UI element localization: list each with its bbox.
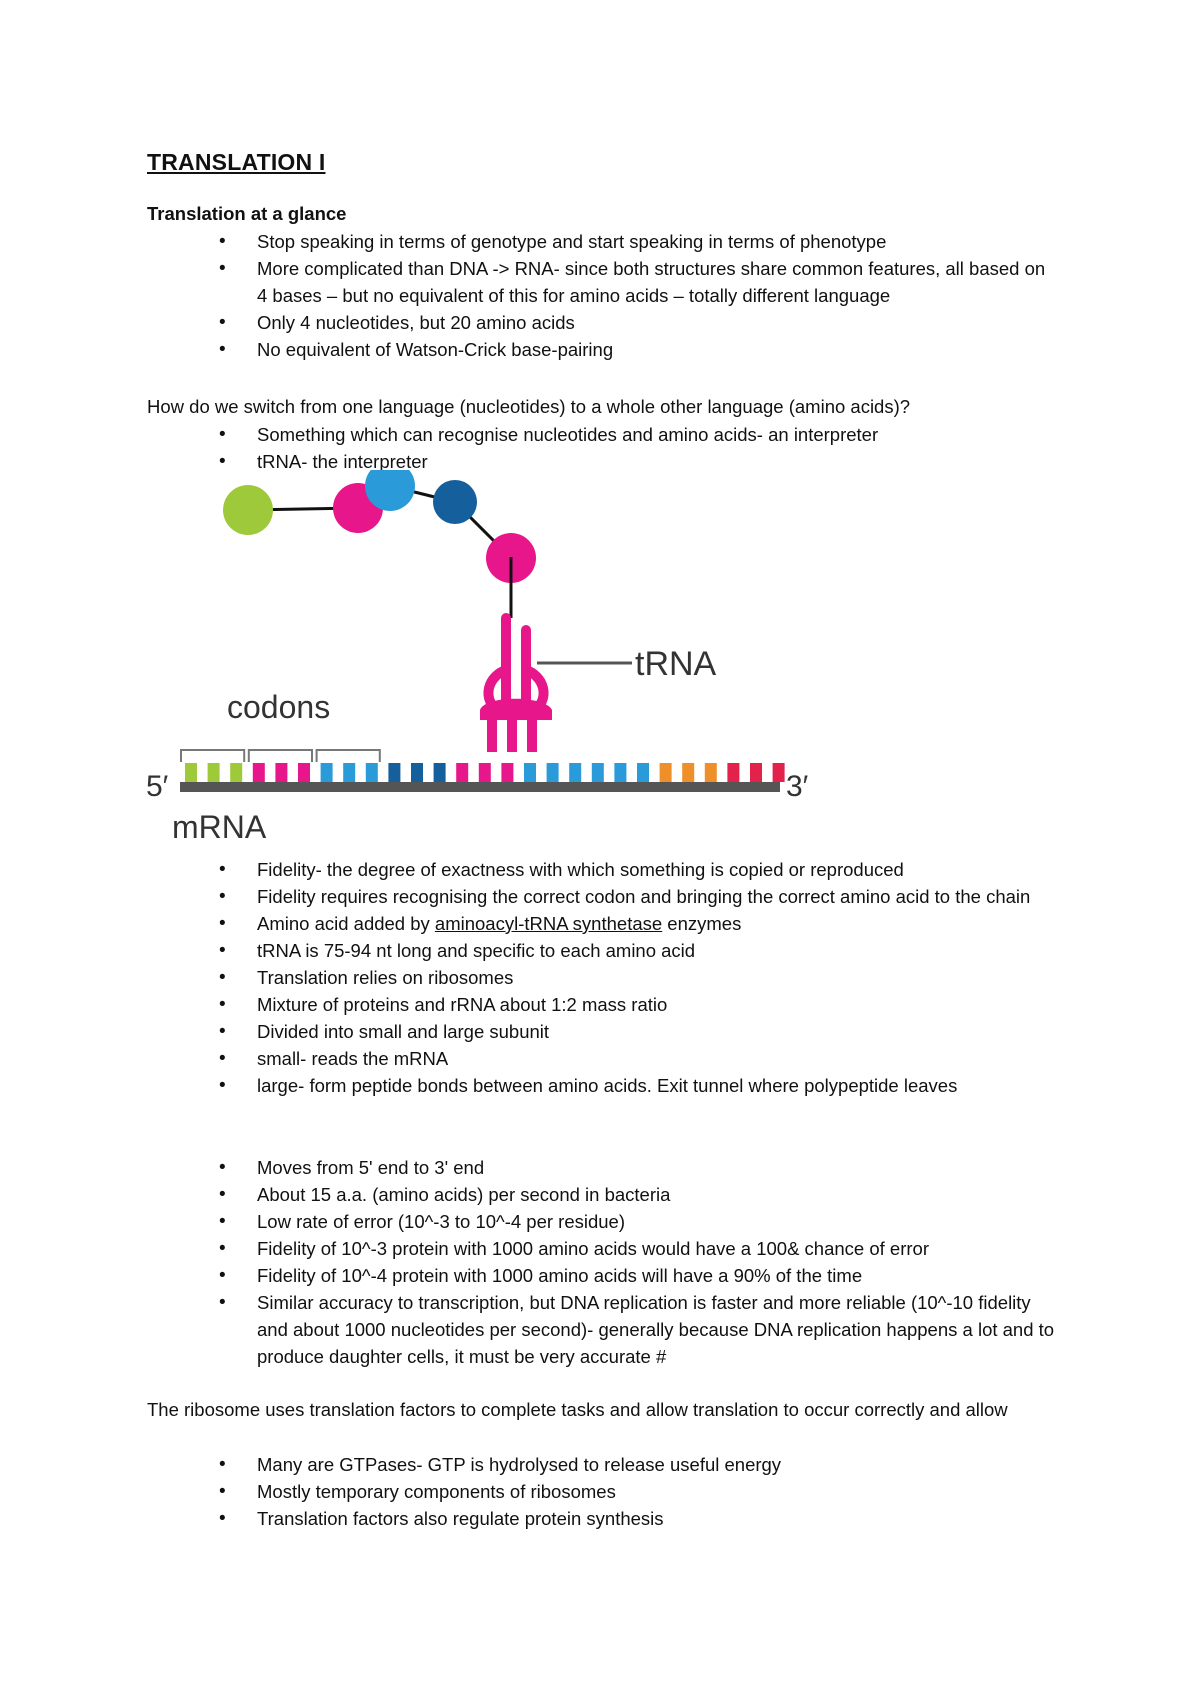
ribosome-paragraph: The ribosome uses translation factors to complete tasks and allow translation to occur correctly and allow [147,1399,1008,1420]
list-item: • Fidelity requires recognising the correct codon and bringing the correct amino acid to the chain [0,883,1057,910]
mrna-base [253,763,265,782]
mrna-base [388,763,400,782]
underlined-term: aminoacyl-tRNA synthetase [434,913,663,934]
codons-label: codons [227,689,331,725]
mrna-base [637,763,649,782]
mrna-base [275,763,287,782]
list-item: • More complicated than DNA -> RNA- since both structures share common features, all based on 4 bases – but no equivalent of this for amino acids – totally different language [0,255,1057,309]
mrna-base [411,763,423,782]
mrna-base [682,763,694,782]
mrna-base [705,763,717,782]
mrna-base [343,763,355,782]
mrna-base [434,763,446,782]
section-heading: Translation at a glance [147,203,347,224]
mrna-base [208,763,220,782]
bullet-list-overview [0,228,1057,363]
list-item: • Translation factors also regulate protein synthesis [0,1505,1057,1532]
trna-label: tRNA [635,645,717,683]
bullet-list-factors [0,1451,1057,1532]
amino-acid-bead [433,480,477,524]
list-item: • Mixture of proteins and rRNA about 1:2 mass ratio [0,991,1057,1018]
trna-molecule [480,618,552,752]
list-item: • Moves from 5' end to 3' end [0,1154,1057,1181]
text-segment: Amino acid added by [257,913,435,934]
mrna-base [547,763,559,782]
list-item: • About 15 a.a. (amino acids) per second in bacteria [0,1181,1057,1208]
list-item: • Something which can recognise nucleotides and amino acids- an interpreter [0,421,1057,448]
page-title: TRANSLATION I [147,149,326,175]
codon-bracket [249,750,312,762]
list-item: • tRNA is 75-94 nt long and specific to each amino acid [0,937,1057,964]
codon-bracket [317,750,380,762]
mrna-strand [180,782,780,792]
mrna-bases [185,763,785,782]
mrna-base [456,763,468,782]
mrna-base [614,763,626,782]
mrna-base [298,763,310,782]
amino-acid-chain [223,470,536,583]
amino-acid-bead [223,485,273,535]
mrna-base [321,763,333,782]
mrna-base [660,763,672,782]
codon-bracket [181,750,244,762]
list-item: • large- form peptide bonds between amino acids. Exit tunnel where polypeptide leaves [0,1072,1057,1099]
list-item: • Fidelity of 10^-4 protein with 1000 amino acids will have a 90% of the time [0,1262,1057,1289]
mrna-base [185,763,197,782]
mrna-base [479,763,491,782]
bullet-list-interpreter [0,421,1057,475]
list-item: • Fidelity- the degree of exactness with which something is copied or reproduced [0,856,1057,883]
text-segment: enzymes [662,913,742,934]
list-item: • small- reads the mRNA [0,1045,1057,1072]
mrna-base [366,763,378,782]
list-item: • Translation relies on ribosomes [0,964,1057,991]
question-paragraph: How do we switch from one language (nucleotides) to a whole other language (amino acids)? [147,396,911,417]
list-item: • Fidelity of 10^-3 protein with 1000 amino acids would have a 100& chance of error [0,1235,1057,1262]
five-prime-label: 5′ [146,770,169,803]
list-item: • No equivalent of Watson-Crick base-pairing [0,336,1057,363]
mrna-base [592,763,604,782]
trna-anticodon-base [527,720,537,752]
bullet-list-fidelity [0,856,1057,1099]
trna-anticodon-base [487,720,497,752]
list-item: • tRNA- the interpreter [0,448,1057,475]
list-item: • Many are GTPases- GTP is hydrolysed to release useful energy [0,1451,1057,1478]
translation-diagram [140,470,840,850]
mrna-base [750,763,762,782]
list-item: • Only 4 nucleotides, but 20 amino acids [0,309,1057,336]
three-prime-label: 3′ [786,770,809,803]
codon-brackets [181,750,380,762]
mrna-base [524,763,536,782]
list-item: • Low rate of error (10^-3 to 10^-4 per residue) [0,1208,1057,1235]
mrna-base [230,763,242,782]
list-item: • Mostly temporary components of ribosomes [0,1478,1057,1505]
list-item: • Divided into small and large subunit [0,1018,1057,1045]
bullet-list-rates [0,1154,1057,1370]
list-item: • Similar accuracy to transcription, but DNA replication is faster and more reliable (10^-10 fidelity and about 1000 nucleotides per second)- generally because DNA replication happens a lot and to produce daughter cells, it must be very accurate # [0,1289,1057,1370]
mrna-base [569,763,581,782]
mrna-base [727,763,739,782]
mrna-label: mRNA [172,809,267,845]
trna-anticodon-base [507,720,517,752]
mrna-base [501,763,513,782]
list-item [0,910,1057,937]
mrna-base [773,763,785,782]
list-item: • Stop speaking in terms of genotype and start speaking in terms of phenotype [0,228,1057,255]
